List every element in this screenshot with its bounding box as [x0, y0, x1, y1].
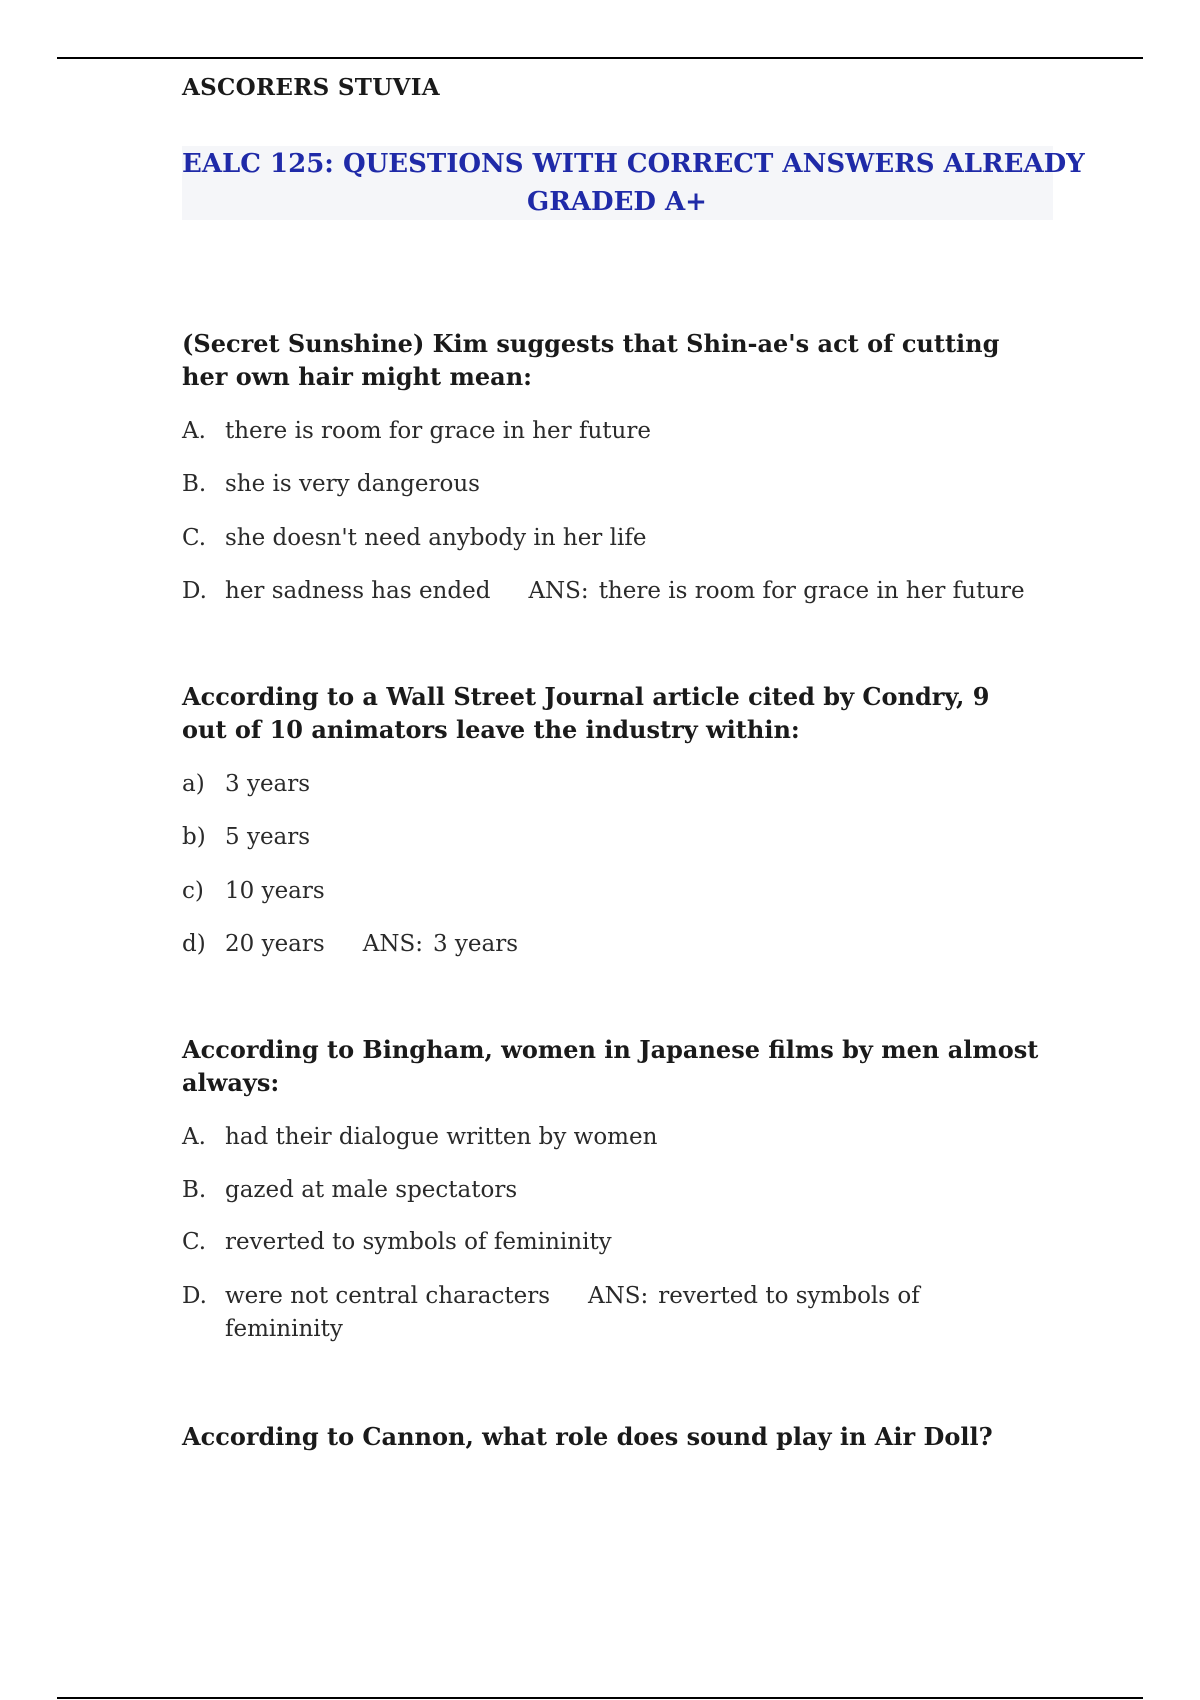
- answer-text: there is room for grace in her future: [598, 578, 1025, 604]
- option-letter: B.: [182, 1177, 207, 1203]
- document-title-line-1: EALC 125: QUESTIONS WITH CORRECT ANSWERS ALREADY: [182, 149, 1085, 179]
- option-letter: b): [182, 824, 206, 850]
- question-4: According to Cannon, what role does sound play in Air Doll?: [182, 1422, 993, 1451]
- option-text: 3 years: [225, 771, 311, 797]
- question-3-option-a: [182, 1121, 657, 1154]
- option-text: there is room for grace in her future: [225, 418, 651, 444]
- answer-label: ANS:: [362, 931, 423, 957]
- option-letter: B.: [182, 471, 207, 497]
- question-1-option-c: [182, 522, 646, 555]
- question-2-option-d: [182, 928, 518, 961]
- option-letter: D.: [182, 1283, 207, 1309]
- option-text: her sadness has ended: [225, 578, 491, 604]
- option-text: were not central characters: [225, 1283, 550, 1309]
- option-letter: A.: [182, 418, 206, 444]
- question-2-option-b: [182, 821, 310, 854]
- question-3: According to Bingham, women in Japanese films by men almost always:: [182, 1035, 1039, 1097]
- question-1-option-d: [182, 575, 1025, 608]
- option-text: 20 years: [225, 931, 325, 957]
- question-3-option-b: [182, 1174, 517, 1207]
- question-1-option-b: [182, 468, 480, 501]
- answer-text: reverted to symbols of: [658, 1283, 920, 1309]
- question-2-option-a: [182, 768, 310, 801]
- option-letter: d): [182, 931, 206, 957]
- option-letter: A.: [182, 1124, 206, 1150]
- question-1-option-a: [182, 415, 651, 448]
- option-text: 5 years: [225, 824, 311, 850]
- option-text: she doesn't need anybody in her life: [225, 525, 647, 551]
- question-1: (Secret Sunshine) Kim suggests that Shin-ae's act of cutting her own hair might mean:: [182, 329, 1000, 391]
- document-title-line-2: GRADED A+: [527, 187, 707, 217]
- answer-text: 3 years: [432, 931, 519, 957]
- option-text: reverted to symbols of femininity: [225, 1229, 612, 1255]
- option-text: had their dialogue written by women: [225, 1124, 658, 1150]
- question-3-option-c: [182, 1226, 612, 1259]
- option-letter: D.: [182, 578, 207, 604]
- option-text: gazed at male spectators: [225, 1177, 518, 1203]
- option-letter: c): [182, 878, 204, 904]
- option-letter: a): [182, 771, 205, 797]
- top-rule: [57, 57, 1143, 59]
- question-3-option-d: [182, 1280, 920, 1313]
- header-label: ASCORERS STUVIA: [182, 74, 440, 101]
- question-2-option-c: [182, 875, 325, 908]
- option-text: 10 years: [225, 878, 325, 904]
- answer-label: ANS:: [588, 1283, 649, 1309]
- option-letter: C.: [182, 525, 207, 551]
- option-letter: C.: [182, 1229, 207, 1255]
- option-text: she is very dangerous: [225, 471, 480, 497]
- answer-label: ANS:: [528, 578, 589, 604]
- bottom-rule: [57, 1697, 1143, 1699]
- question-3-answer-continued: femininity: [225, 1316, 343, 1342]
- question-2: According to a Wall Street Journal article cited by Condry, 9 out of 10 animators leave the industry within:: [182, 682, 990, 744]
